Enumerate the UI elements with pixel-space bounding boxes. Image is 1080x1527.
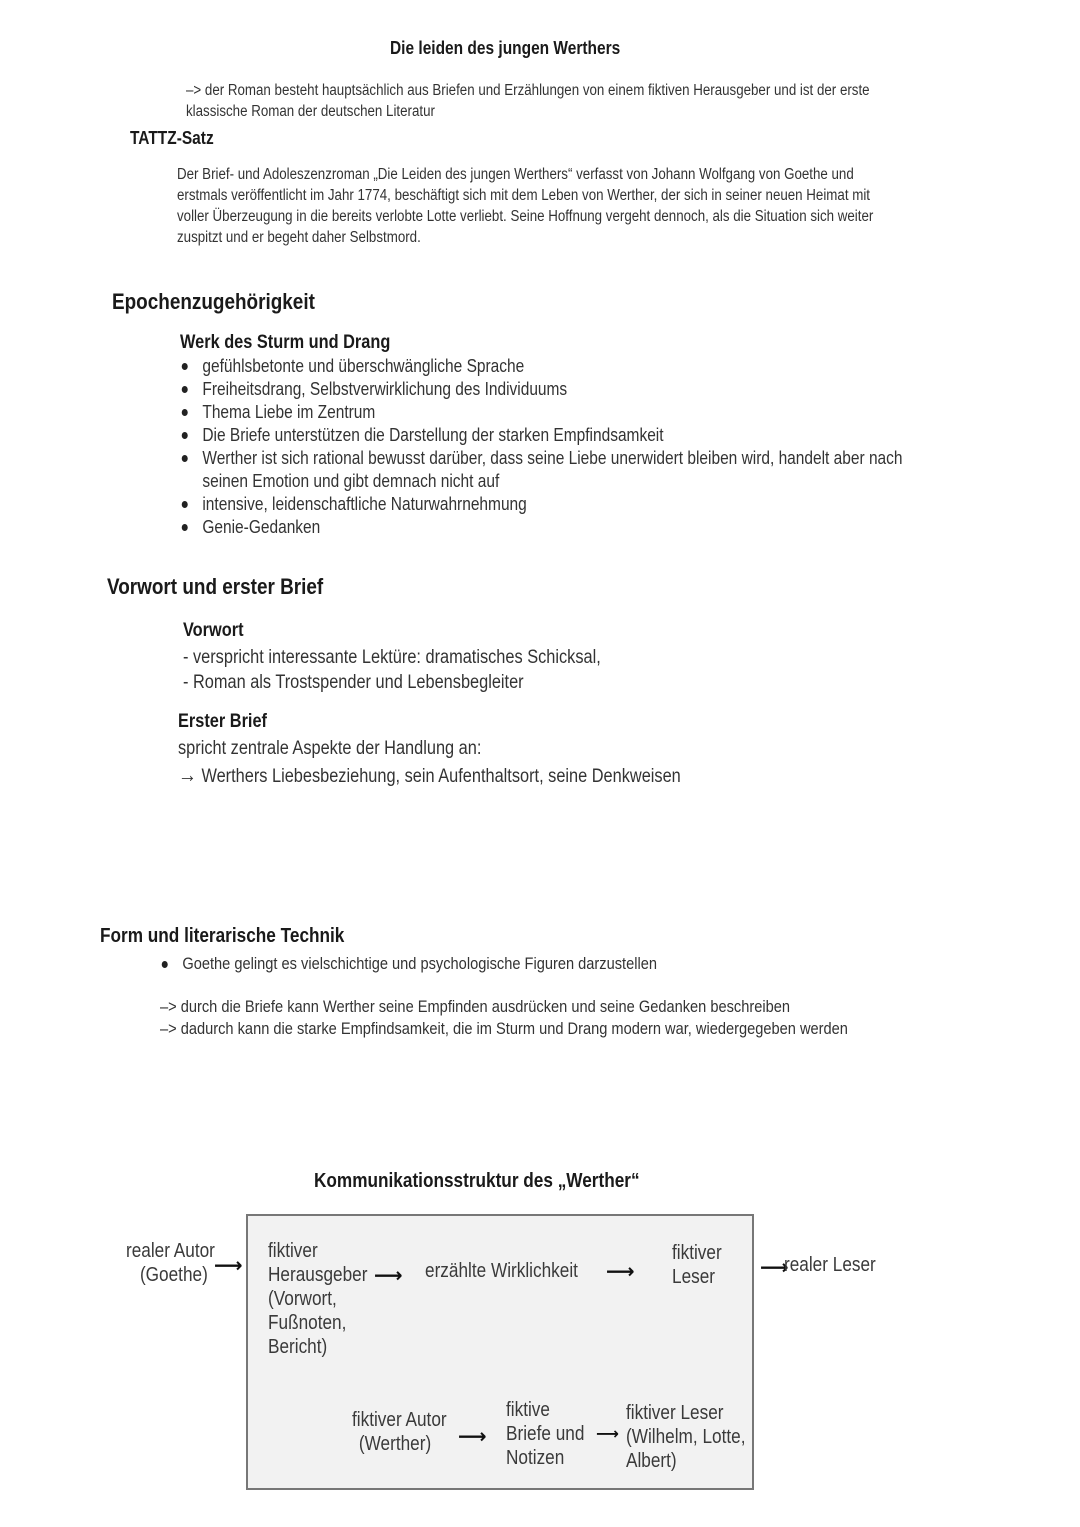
list-item: Genie-Gedanken xyxy=(180,516,903,539)
list-item: Die Briefe unterstützen die Darstellung der starken Empfindsamkeit xyxy=(180,424,903,447)
real-author xyxy=(126,1239,215,1287)
right-arrow-icon: → xyxy=(178,762,197,787)
arrow-icon: ⟶ xyxy=(760,1257,789,1279)
fictive-reader-bottom xyxy=(626,1401,745,1473)
vorwort-line: - Roman als Trostspender und Lebensbegleiter xyxy=(183,672,524,693)
list-item: intensive, leidenschaftliche Naturwahrnehmung xyxy=(180,493,903,516)
tattz-line: voller Überzeugung in die bereits verlobte Lotte verliebt. Seine Hoffnung vergeht dennoch, als die Situation sich weiter xyxy=(177,208,874,225)
arrow-icon: ⟶ xyxy=(214,1255,243,1277)
tattz-line: Der Brief- und Adoleszenzroman „Die Leiden des jungen Werthers“ verfasst von Johann Wolfgang von Goethe und xyxy=(177,166,854,183)
list-item: Freiheitsdrang, Selbstverwirklichung des Individuums xyxy=(180,378,903,401)
fictive-author-label: fiktiver Autor xyxy=(352,1409,447,1431)
real-reader: realer Leser xyxy=(784,1254,876,1276)
fictive-editor-line: fiktiver xyxy=(268,1240,318,1262)
tattz-line: erstmals veröffentlicht im Jahr 1774, beschäftigt sich mit dem Leben von Werther, der sich in seiner neuen Heimat mit xyxy=(177,187,870,204)
erster-brief-arrow-text: Werthers Liebesbeziehung, sein Aufenthaltsort, seine Denkweisen xyxy=(201,766,681,787)
intro-line-2: klassische Roman der deutschen Literatur xyxy=(186,103,435,120)
fictive-reader-bottom-line: (Wilhelm, Lotte, xyxy=(626,1426,746,1448)
erster-brief-heading: Erster Brief xyxy=(178,711,268,732)
tattz-paragraph xyxy=(177,164,873,248)
epoche-bullet-list xyxy=(180,355,903,539)
arrow-icon: ⟶ xyxy=(606,1261,635,1283)
fictive-editor-line: Fußnoten, xyxy=(268,1312,347,1334)
fictive-reader-top-line: fiktiver xyxy=(672,1242,722,1264)
intro-line-1: –> der Roman besteht hauptsächlich aus Briefen und Erzählungen von einem fiktiven Herausgeber und ist der erste xyxy=(186,82,870,99)
list-item: Werther ist sich rational bewusst darüber, dass seine Liebe unerwidert bleiben wird, handelt aber nach xyxy=(180,447,903,470)
fictive-letters xyxy=(506,1398,584,1470)
fictive-author-name: (Werther) xyxy=(358,1433,432,1455)
list-item: Thema Liebe im Zentrum xyxy=(180,401,903,424)
erster-brief-line: spricht zentrale Aspekte der Handlung an: xyxy=(178,738,482,759)
form-heading: Form und literarische Technik xyxy=(100,925,345,947)
vorwort-line: - verspricht interessante Lektüre: dramatisches Schicksal, xyxy=(183,647,601,668)
list-item: gefühlsbetonte und überschwängliche Sprache xyxy=(180,355,903,378)
fictive-reader-top-line: Leser xyxy=(672,1266,716,1288)
vorwort-heading: Vorwort xyxy=(183,620,244,641)
list-item-continuation: seinen Emotion und gibt demnach nicht auf xyxy=(202,471,500,491)
fictive-editor-line: (Vorwort, xyxy=(268,1288,337,1310)
arrow-icon: ⟶ xyxy=(596,1426,619,1443)
fictive-reader-bottom-line: Albert) xyxy=(626,1450,677,1472)
erster-brief-arrow-line xyxy=(178,762,681,789)
fictive-letters-line: fiktive xyxy=(506,1399,550,1421)
fictive-author xyxy=(352,1408,447,1456)
tattz-line: zuspitzt und er begeht daher Selbstmord. xyxy=(177,229,421,246)
page-title: Die leiden des jungen Werthers xyxy=(390,38,621,58)
real-author-name: (Goethe) xyxy=(139,1264,208,1286)
fictive-editor xyxy=(268,1239,367,1359)
arrow-icon: ⟶ xyxy=(458,1426,487,1448)
form-lines xyxy=(160,996,848,1040)
fictive-letters-line: Notizen xyxy=(506,1447,565,1469)
tattz-heading: TATTZ-Satz xyxy=(130,128,214,148)
fictive-editor-line: Herausgeber xyxy=(268,1264,368,1286)
form-line: –> dadurch kann die starke Empfindsamkeit, die im Sturm und Drang modern war, wiedergegeben werden xyxy=(160,1019,848,1038)
epoche-heading: Epochenzugehörigkeit xyxy=(112,289,315,314)
real-author-label: realer Autor xyxy=(126,1240,215,1262)
fictive-reader-bottom-line: fiktiver Leser xyxy=(626,1402,724,1424)
form-line: –> durch die Briefe kann Werther seine Empfinden ausdrücken und seine Gedanken beschreiben xyxy=(160,997,791,1016)
fictive-reader-top xyxy=(672,1241,722,1289)
fictive-editor-line: Bericht) xyxy=(268,1336,328,1358)
vorwort-lines xyxy=(183,645,601,695)
form-bullet-list xyxy=(160,953,657,974)
vorwort-section-heading: Vorwort und erster Brief xyxy=(107,574,324,599)
epoche-subheading: Werk des Sturm und Drang xyxy=(180,332,391,353)
fictive-letters-line: Briefe und xyxy=(506,1423,585,1445)
list-item: Goethe gelingt es vielschichtige und psychologische Figuren darzustellen xyxy=(160,953,657,974)
diagram-title: Kommunikationsstruktur des „Werther“ xyxy=(314,1170,640,1192)
arrow-icon: ⟶ xyxy=(374,1265,403,1287)
narrated-reality: erzählte Wirklichkeit xyxy=(425,1260,578,1282)
